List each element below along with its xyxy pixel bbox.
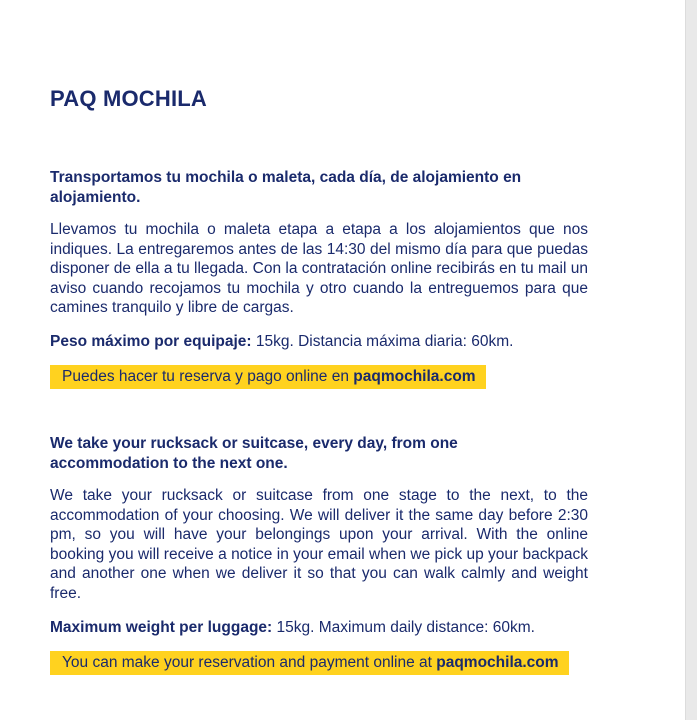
spanish-booking-banner [50, 365, 486, 389]
spanish-weight-value: 15kg. Distancia máxima diaria: 60km. [255, 332, 514, 350]
spanish-section [50, 168, 588, 389]
english-section [50, 434, 588, 675]
english-body: We take your rucksack or suitcase from one stage to the next, to the accommodation of your choosing. We will deliver it the same day before 2:30 pm, so you will have your belongings upon your arrival. With the online booking you will receive a notice in your email when we pick up your backpack and another one when we deliver it so that you can walk calmly and weight free. [50, 487, 588, 602]
spanish-weight-info [50, 332, 588, 352]
spanish-weight-label: Peso máximo por equipaje: [50, 332, 252, 350]
english-weight-label: Maximum weight per luggage: [50, 618, 273, 636]
page-title: PAQ MOCHILA [50, 86, 208, 111]
english-weight-info [50, 618, 588, 638]
english-cta-text: You can make your reservation and payment online at [62, 653, 432, 671]
english-website-link[interactable]: paqmochila.com [436, 653, 559, 671]
spanish-heading: Transportamos tu mochila o maleta, cada día, de alojamiento en alojamiento. [50, 169, 522, 206]
spanish-cta-text: Puedes hacer tu reserva y pago online en [62, 367, 349, 385]
spanish-website-link[interactable]: paqmochila.com [353, 367, 476, 385]
english-booking-banner [50, 651, 569, 675]
english-weight-value: 15kg. Maximum daily distance: 60km. [276, 618, 535, 636]
english-heading: We take your rucksack or suitcase, every day, from one accommodation to the next one. [50, 435, 458, 472]
spanish-body: Llevamos tu mochila o maleta etapa a etapa a los alojamientos que nos indiques. La entregaremos antes de las 14:30 del mismo día para que puedas disponer de ella a tu llegada. Con la contratación online recibirás en tu mail un aviso cuando recojamos tu mochila y otro cuando la entreguemos para que camines tranquilo y libre de cargas. [50, 221, 588, 317]
